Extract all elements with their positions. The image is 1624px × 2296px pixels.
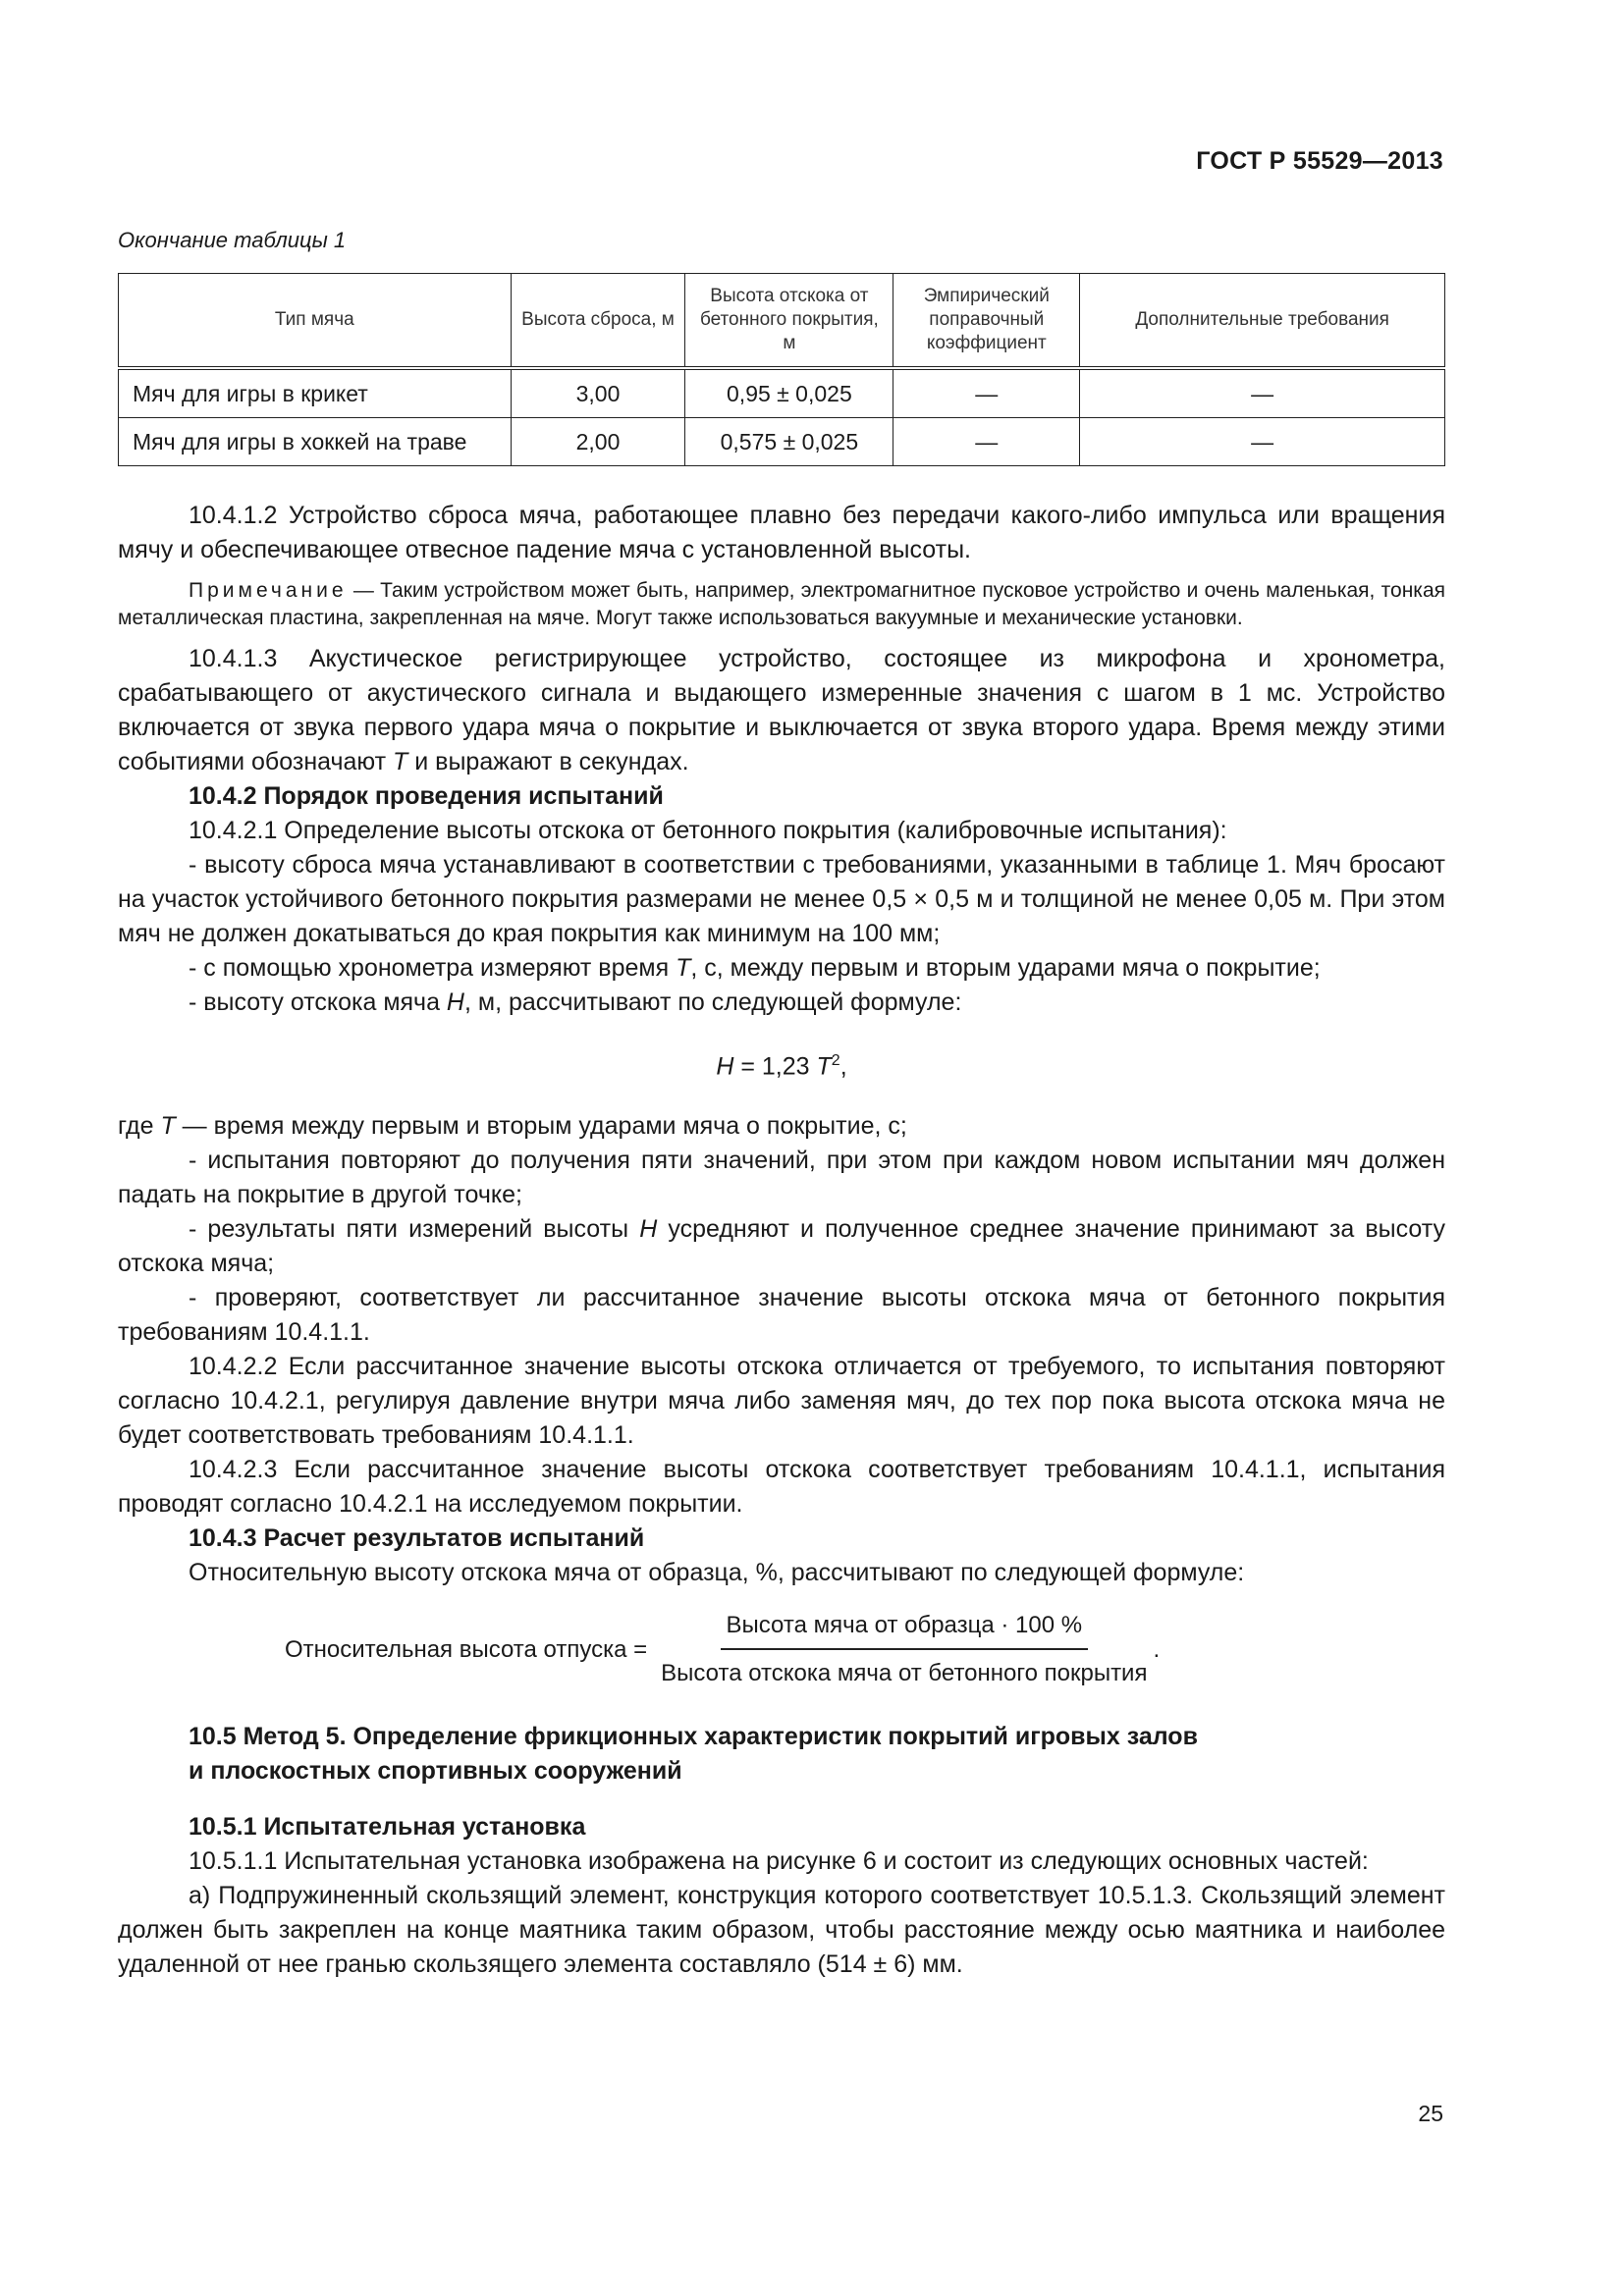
column-header: Тип мяча [119,274,512,369]
table-cell: 0,575 ± 0,025 [685,418,893,466]
fraction-denominator: Высота отскока мяча от бетонного покрытия [661,1660,1148,1687]
column-header: Эмпирический поправочный коэффициент [893,274,1080,369]
paragraph [118,642,1445,779]
text-run: - высоту отскока мяча [189,988,447,1016]
table-cell: — [1080,418,1445,466]
note [118,577,1445,632]
paragraph: - высоту сброса мяча устанавливают в соответствии с требованиями, указанными в таблице 1. Мяч бросают на участок устойчивого бетонного покрытия размерами не менее 0,5 × 0,5 м и толщиной не менее 0,05 м. При этом мяч не должен докатываться до края покрытия как минимум на 100 мм; [118,851,1445,947]
standard-header: ГОСТ Р 55529—2013 [1196,147,1443,175]
fraction [655,1608,1153,1690]
variable: H [446,988,464,1016]
text-run: и выражают в секундах. [407,748,689,775]
column-header: Высота сброса, м [511,274,685,369]
paragraph: - проверяют, соответствует ли рассчитанное значение высоты отскока мяча от бетонного покрытия требованиям 10.4.1.1. [118,1284,1445,1347]
text-run: 10.4.1.3 Акустическое регистрирующее устройство, состоящее из микрофона и хронометра, срабатывающего от акустического сигнала и выдающего измеренные значения с шагом в 1 мс. Устройство включается от звука первого удара мяча о покрытие и выключается от звука второго удара. Время между этими событиями обозначают [118,645,1445,775]
formula-end: . [1153,1635,1161,1663]
table-cell: — [893,368,1080,418]
note-body: — Таким устройством может быть, например, электромагнитное пусковое устройство и очень маленькая, тонкая металлическая пластина, закрепленная на мяче. Могут также использоваться вакуумные и механические установки. [118,579,1445,629]
formula-height [118,1043,1445,1084]
section-heading: 10.4.2 Порядок проведения испытаний [189,782,664,810]
variable: T [816,1052,832,1081]
formula-lhs: Относительная высота отпуска = [285,1635,648,1663]
table-cell: Мяч для игры в крикет [119,368,512,418]
table-header-row [119,274,1445,369]
table-row [119,368,1445,418]
variable: T [676,954,691,982]
paragraph [118,951,1445,986]
text-run: , [839,1052,847,1081]
text-run: , м, рассчитывают по следующей формуле: [463,988,962,1016]
variable: H [716,1052,734,1081]
section-heading-continued: и плоскостных спортивных сооружений [189,1757,682,1786]
variable: H [639,1215,658,1244]
paragraph [118,986,1445,1020]
fraction-numerator: Высота мяча от образца · 100 % [721,1608,1089,1650]
paragraph: а) Подпружиненный скользящий элемент, конструкция которого соответствует 10.5.1.3. Скользящий элемент должен быть закреплен на конце маятника таким образом, чтобы расстояние между осью маятника и наиболее удаленной от нее гранью скользящего элемента составляло (514 ± 6) мм. [118,1882,1445,1979]
section-heading: 10.4.3 Расчет результатов испытаний [189,1524,645,1553]
table-cell: — [893,418,1080,466]
formula-relative-height [285,1608,1445,1690]
text-run: - с помощью хронометра измеряют время [189,954,677,982]
column-header: Дополнительные требования [1080,274,1445,369]
note-label: Примечание [189,579,348,602]
text-run: — время между первым и вторым ударами мяча о покрытие, с; [175,1112,907,1141]
paragraph: 10.4.2.3 Если рассчитанное значение высоты отскока соответствует требованиям 10.4.1.1, испытания проводят согласно 10.4.2.1 на исследуемом покрытии. [118,1456,1445,1519]
variable: T [160,1112,176,1141]
paragraph: 10.4.2.2 Если рассчитанное значение высоты отскока отличается от требуемого, то испытания повторяют согласно 10.4.2.1, регулируя давление внутри мяча либо заменяя мяч, до тех пор пока высота отскока мяча не будет соответствовать требованиям 10.4.1.1. [118,1353,1445,1450]
section-heading: 10.5 Метод 5. Определение фрикционных характеристик покрытий игровых залов [189,1723,1198,1751]
table-cell: 3,00 [511,368,685,418]
text-run: = 1,23 [733,1052,817,1081]
paragraph: 10.5.1.1 Испытательная установка изображена на рисунке 6 и состоит из следующих основных частей: [189,1847,1369,1876]
exponent: 2 [831,1052,840,1069]
text-run: где [118,1112,161,1141]
table-cell: — [1080,368,1445,418]
variable: T [393,748,408,775]
paragraph [118,1109,1445,1144]
paragraph: - испытания повторяют до получения пяти значений, при этом при каждом новом испытании мяч должен падать на покрытие в другой точке; [118,1147,1445,1209]
table-caption: Окончание таблицы 1 [118,228,347,252]
body-text [118,499,1445,1982]
table-cell: 0,95 ± 0,025 [685,368,893,418]
table-cell: Мяч для игры в хоккей на траве [119,418,512,466]
text-run: усредняют и полученное среднее значение принимают за высоту отскока мяча; [118,1215,1445,1278]
text-run: - результаты пяти измерений высоты [189,1215,640,1244]
text-run: , с, между первым и вторым ударами мяча о покрытие; [690,954,1321,982]
ball-spec-table [118,273,1445,466]
table-row [119,418,1445,466]
column-header: Высота отскока от бетонного покрытия, м [685,274,893,369]
section-heading: 10.5.1 Испытательная установка [189,1813,586,1842]
page-number: 25 [1418,2101,1443,2126]
paragraph: 10.4.2.1 Определение высоты отскока от бетонного покрытия (калибровочные испытания): [189,817,1227,844]
paragraph [118,1212,1445,1281]
paragraph: Относительную высоту отскока мяча от образца, %, рассчитывают по следующей формуле: [189,1559,1245,1587]
table-cell: 2,00 [511,418,685,466]
paragraph: 10.4.1.2 Устройство сброса мяча, работающее плавно без передачи какого-либо импульса или вращения мячу и обеспечивающее отвесное падение мяча с установленной высоты. [118,502,1445,563]
